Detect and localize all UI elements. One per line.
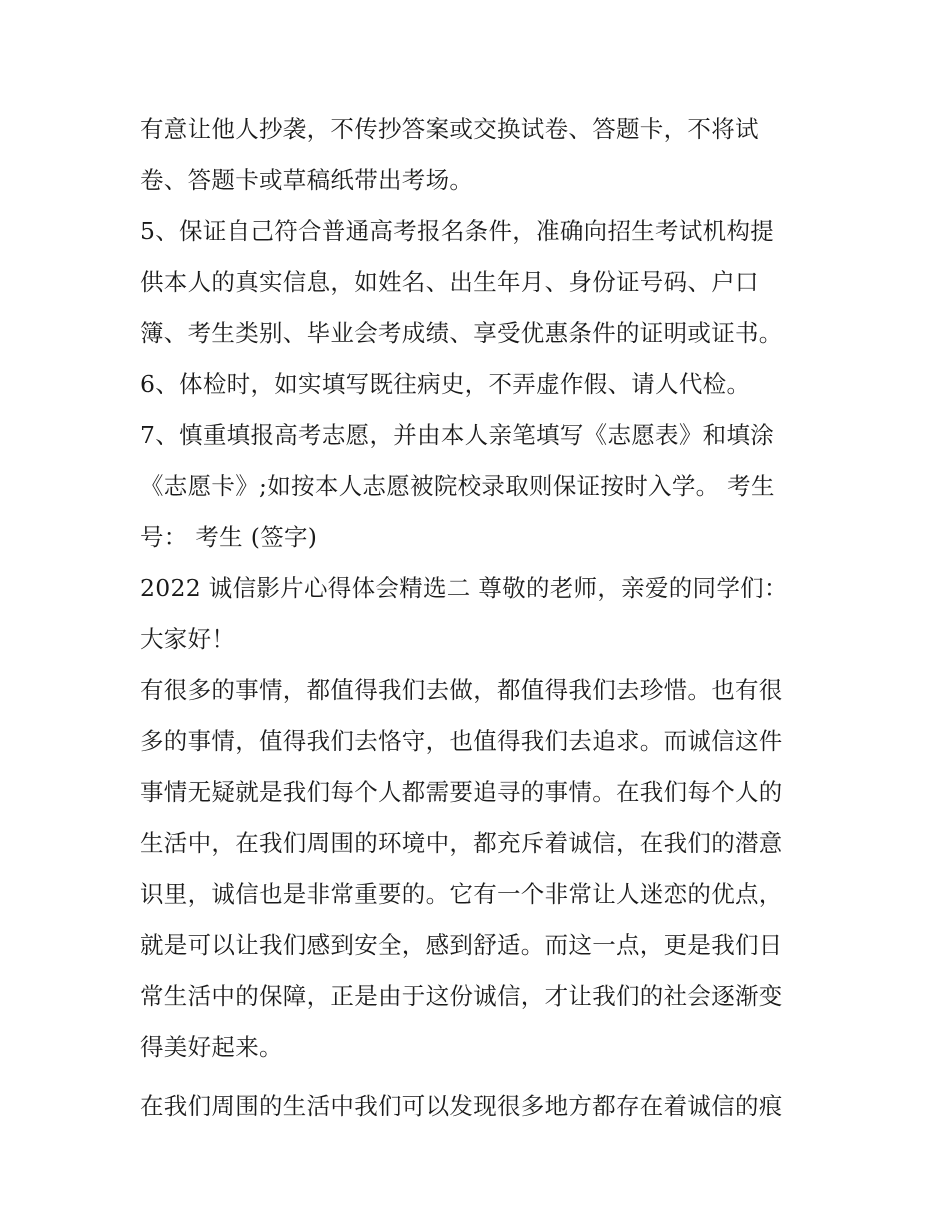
text-line: 在我们周围的生活中我们可以发现很多地方都存在着诚信的痕 bbox=[140, 1092, 783, 1120]
text-line: 供本人的真实信息，如姓名、出生年月、身份证号码、户口 bbox=[140, 268, 759, 296]
document-body bbox=[140, 104, 820, 1132]
text-line: 常生活中的保障，正是由于这份诚信，才让我们的社会逐渐变 bbox=[140, 982, 783, 1010]
greeting-line: 大家好！ bbox=[140, 625, 236, 653]
section-heading-line: 2022 诚信影片心得体会精选二 尊敬的老师，亲爱的同学们： bbox=[140, 574, 788, 602]
text-line: 识里，诚信也是非常重要的。它有一个非常让人迷恋的优点， bbox=[140, 880, 783, 908]
text-line: 生活中，在我们周围的环境中，都充斥着诚信，在我们的潜意 bbox=[140, 829, 783, 857]
text-line: 《志愿卡》;如按本人志愿被院校录取则保证按时入学。 考生 bbox=[140, 472, 775, 500]
text-line: 簿、考生类别、毕业会考成绩、享受优惠条件的证明或证书。 bbox=[140, 319, 783, 347]
text-line: 得美好起来。 bbox=[140, 1033, 283, 1061]
text-line: 卷、答题卡或草稿纸带出考场。 bbox=[140, 166, 474, 194]
text-line: 号： 考生 (签字) bbox=[140, 523, 318, 551]
paragraph-gap bbox=[140, 1073, 820, 1081]
text-line: 有很多的事情，都值得我们去做，都值得我们去珍惜。也有很 bbox=[140, 676, 783, 704]
text-line: 6、体检时，如实填写既往病史，不弄虚作假、请人代检。 bbox=[140, 370, 751, 398]
text-line: 有意让他人抄袭，不传抄答案或交换试卷、答题卡，不将试 bbox=[140, 115, 759, 143]
text-line: 5、保证自己符合普通高考报名条件，准确向招生考试机构提 bbox=[140, 217, 775, 245]
text-line: 多的事情，值得我们去恪守，也值得我们去追求。而诚信这件 bbox=[140, 727, 783, 755]
text-line: 就是可以让我们感到安全，感到舒适。而这一点，更是我们日 bbox=[140, 931, 783, 959]
text-line: 事情无疑就是我们每个人都需要追寻的事情。在我们每个人的 bbox=[140, 778, 783, 806]
text-line: 7、慎重填报高考志愿，并由本人亲笔填写《志愿表》和填涂 bbox=[140, 421, 775, 449]
